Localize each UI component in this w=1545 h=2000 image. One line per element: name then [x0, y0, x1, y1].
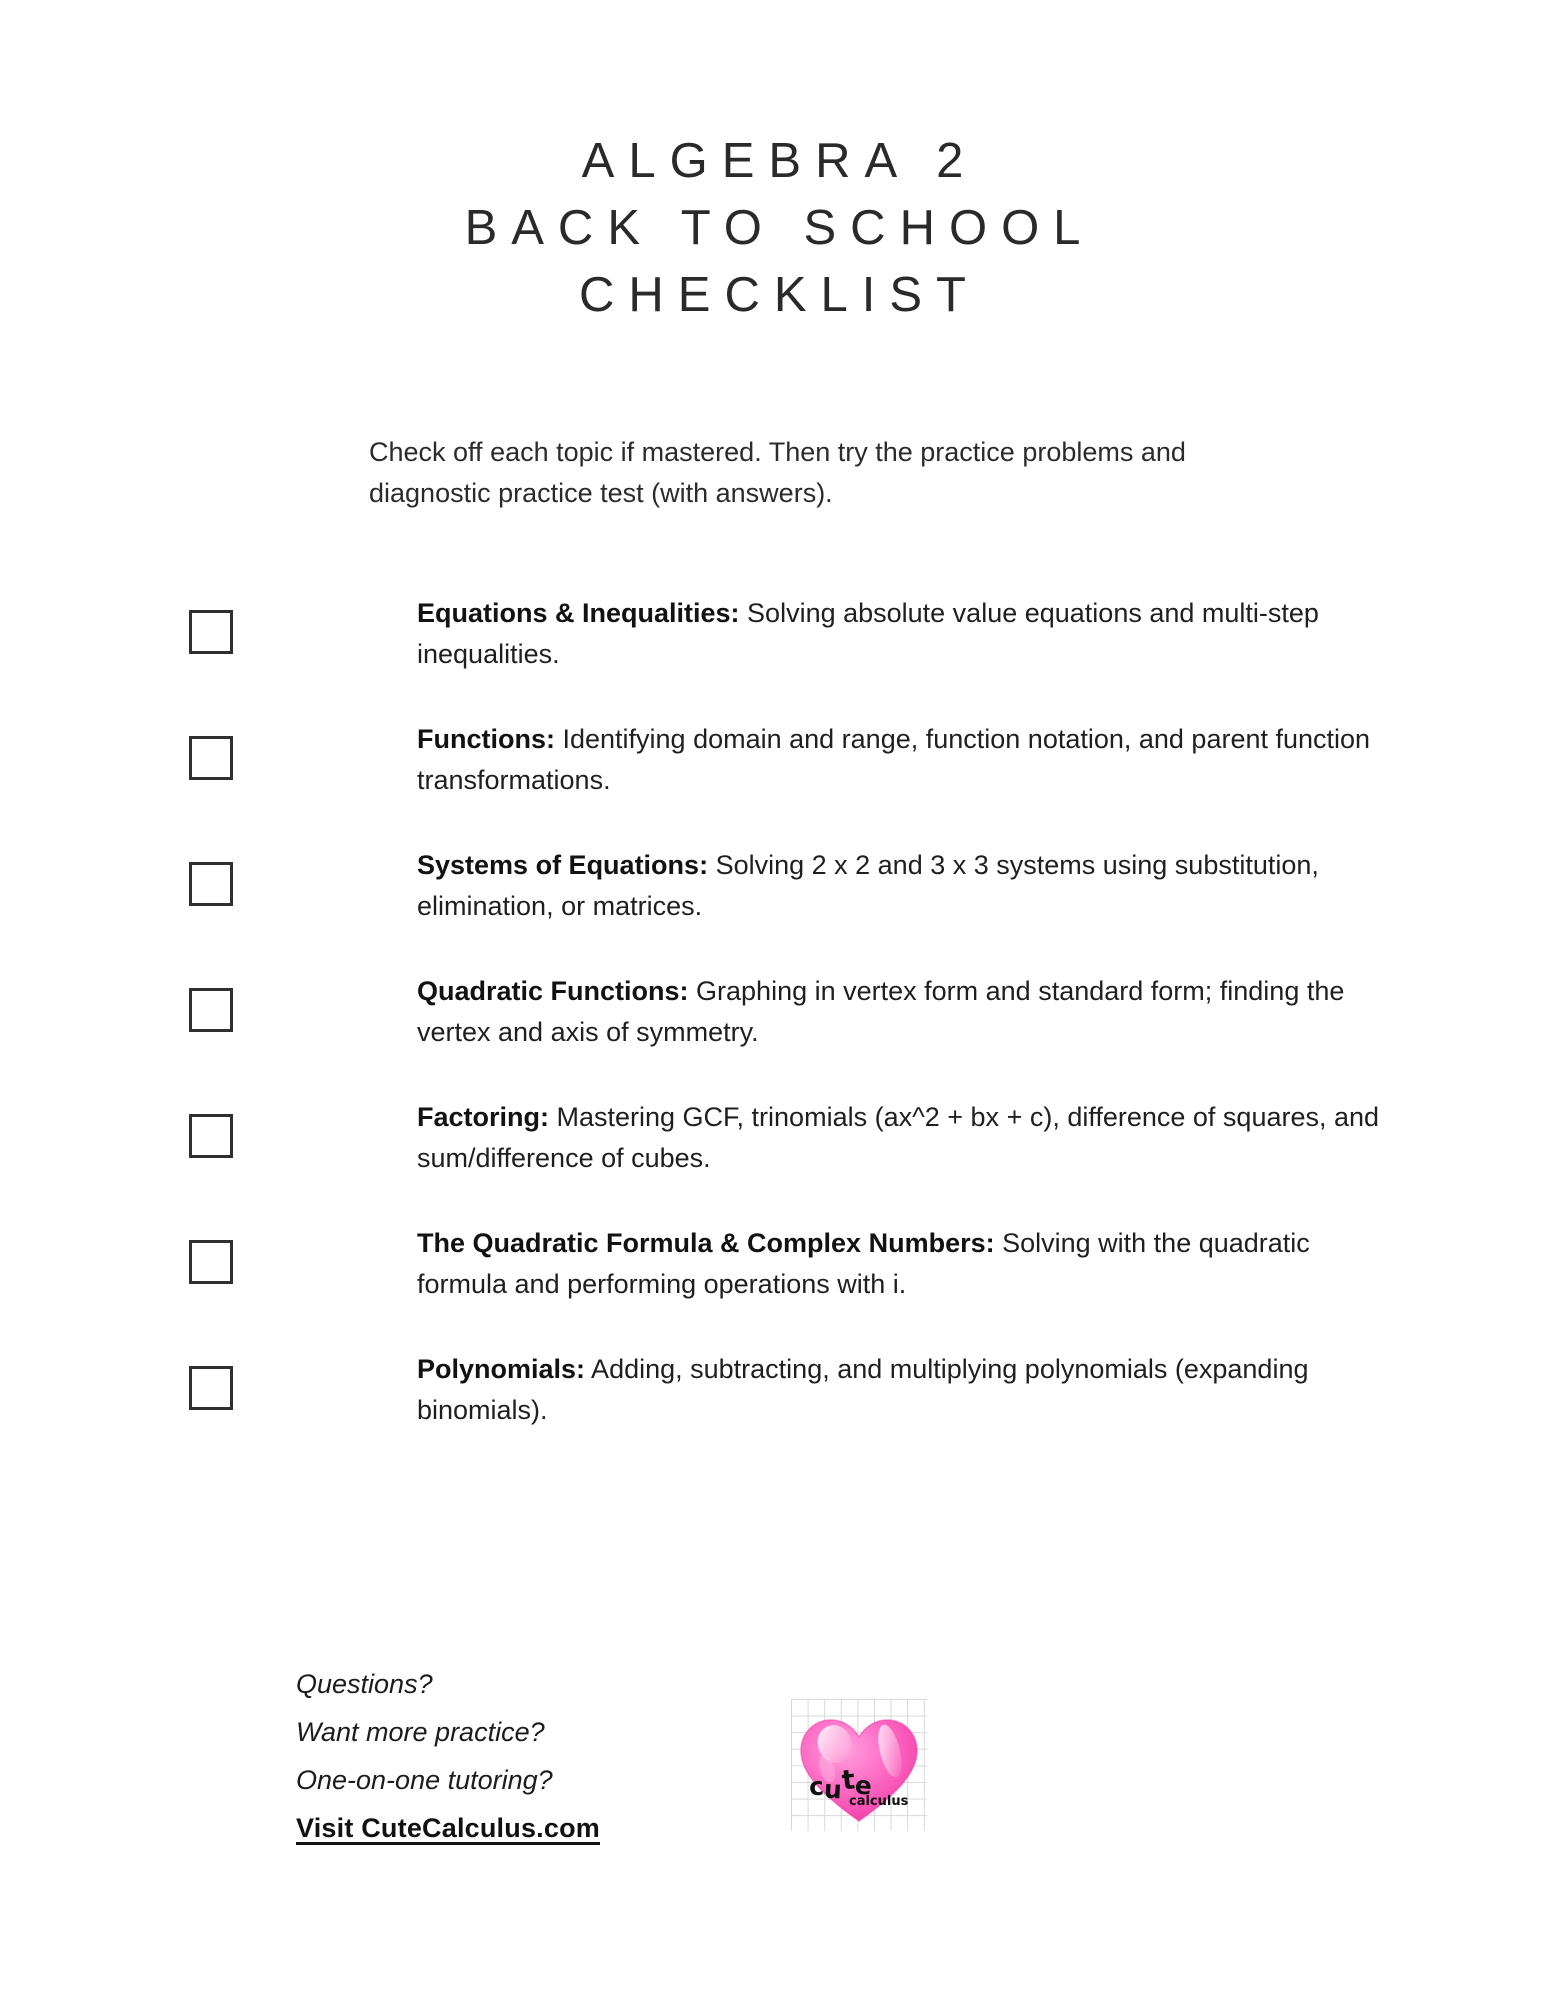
intro-paragraph: Check off each topic if mastered. Then try the practice problems and diagnostic practice test (with answers).: [369, 437, 1186, 508]
checklist-item-systems-of-equations[interactable]: [0, 844, 1545, 970]
checklist-item-description: Mastering GCF, trinomials (ax^2 + bx + c), difference of squares, and sum/difference of cubes.: [417, 1102, 1380, 1173]
cute-calculus-logo: [791, 1699, 927, 1831]
checklist-item-text: [417, 1096, 1397, 1179]
footer: [296, 1660, 1016, 1852]
checklist-item-text: [417, 592, 1397, 675]
page-title: [0, 128, 1545, 329]
title-line-2: BACK TO SCHOOL: [464, 201, 1095, 255]
checkbox-functions[interactable]: [189, 736, 233, 780]
checklist-item-label: Functions:: [417, 724, 555, 754]
checklist-item-description: Graphing in vertex form and standard form; finding the vertex and axis of symmetry.: [417, 976, 1345, 1047]
checklist-item-label: Quadratic Functions:: [417, 976, 689, 1006]
checklist-item-functions[interactable]: [0, 718, 1545, 844]
checklist-item-label: Factoring:: [417, 1102, 549, 1132]
checkbox-equations-inequalities[interactable]: [189, 610, 233, 654]
title-line-1: ALGEBRA 2: [581, 134, 978, 188]
heart-icon: [791, 1699, 927, 1831]
checklist-item-text: [417, 1348, 1397, 1431]
checklist-item-equations-inequalities[interactable]: [0, 592, 1545, 718]
checklist-item-text: [417, 970, 1397, 1053]
checklist-item-label: Equations & Inequalities:: [417, 598, 740, 628]
checklist-item-description: Solving absolute value equations and multi-step inequalities.: [417, 598, 1319, 669]
footer-line-tutoring: One-on-one tutoring?: [296, 1765, 553, 1795]
checklist-item-text: [417, 1222, 1397, 1305]
checklist-item-quadratic-functions[interactable]: [0, 970, 1545, 1096]
checkbox-systems-of-equations[interactable]: [189, 862, 233, 906]
checklist-item-description: Solving 2 x 2 and 3 x 3 systems using substitution, elimination, or matrices.: [417, 850, 1319, 921]
checklist-item-factoring[interactable]: [0, 1096, 1545, 1222]
logo-subword: calculus: [849, 1794, 909, 1809]
checklist-item-label: The Quadratic Formula & Complex Numbers:: [417, 1228, 995, 1258]
website-link[interactable]: Visit CuteCalculus.com: [296, 1813, 600, 1843]
title-line-3: CHECKLIST: [578, 268, 980, 322]
checkbox-polynomials[interactable]: [189, 1366, 233, 1410]
checkbox-quadratic-formula-complex-numbers[interactable]: [189, 1240, 233, 1284]
checklist-item-description: Identifying domain and range, function notation, and parent function transformations.: [417, 724, 1371, 795]
checklist-item-description: Adding, subtracting, and multiplying polynomials (expanding binomials).: [417, 1354, 1309, 1425]
footer-line-practice: Want more practice?: [296, 1717, 545, 1747]
checklist-item-text: [417, 718, 1397, 801]
checklist-item-description: Solving with the quadratic formula and performing operations with i.: [417, 1228, 1310, 1299]
checkbox-quadratic-functions[interactable]: [189, 988, 233, 1032]
logo-wordmark: cute: [808, 1764, 873, 1805]
checklist-item-label: Systems of Equations:: [417, 850, 709, 880]
checkbox-factoring[interactable]: [189, 1114, 233, 1158]
checklist-item-label: Polynomials:: [417, 1354, 586, 1384]
checklist: [0, 592, 1545, 1474]
checklist-item-text: [417, 844, 1397, 927]
checklist-item-polynomials[interactable]: [0, 1348, 1545, 1474]
footer-line-questions: Questions?: [296, 1669, 433, 1699]
footer-text-block: [296, 1660, 686, 1852]
checklist-item-quadratic-formula-complex-numbers[interactable]: [0, 1222, 1545, 1348]
